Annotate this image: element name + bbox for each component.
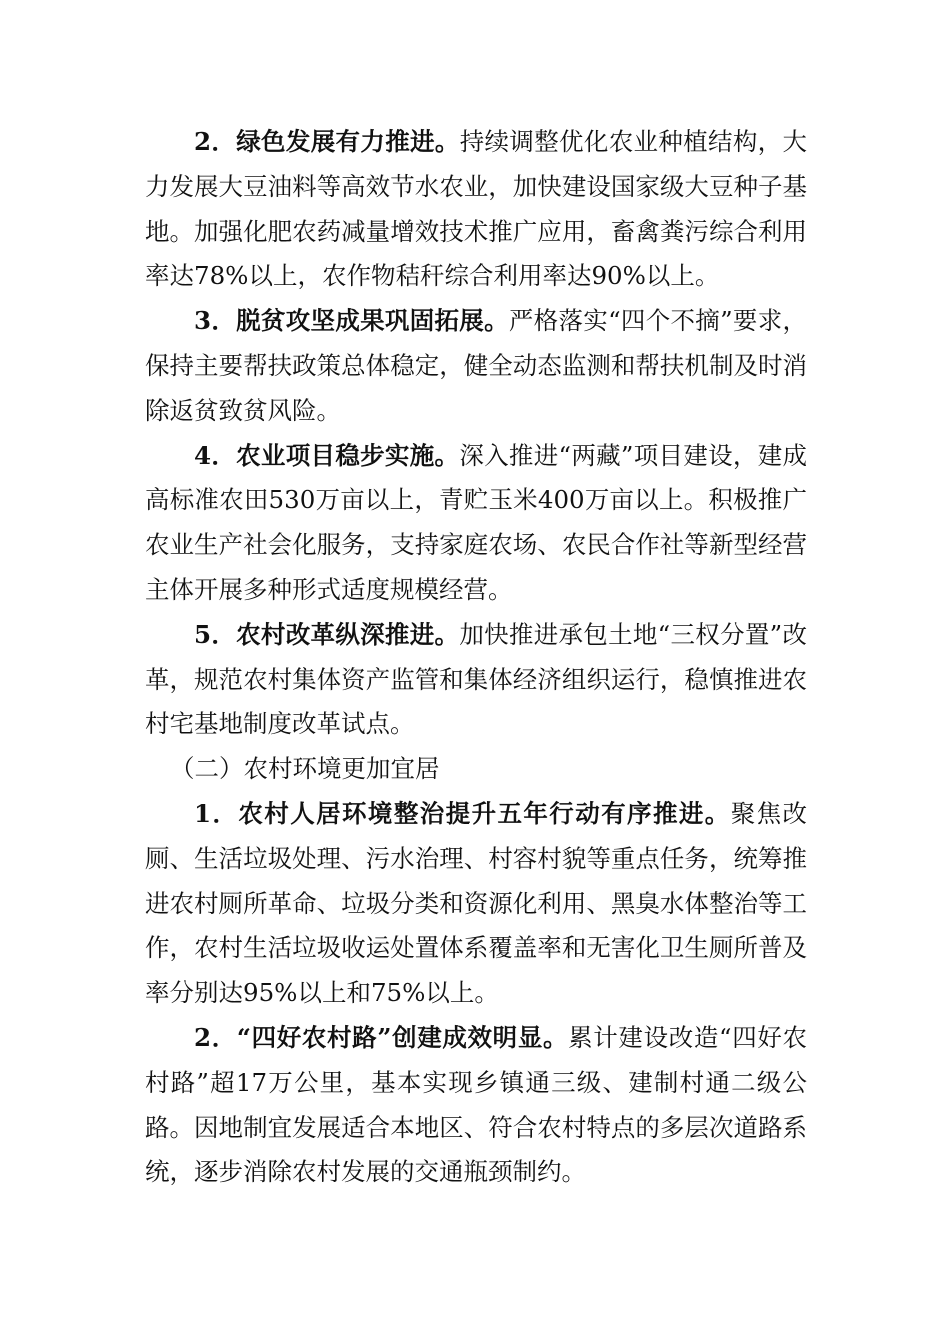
paragraph-heading: 5．农村改革纵深推进。 <box>194 619 460 649</box>
paragraph-heading: 1．农村人居环境整治提升五年行动有序推进。 <box>194 798 731 828</box>
paragraph-heading: 4．农业项目稳步实施。 <box>194 440 460 470</box>
paragraph-heading: 2．“四好农村路”创建成效明显。 <box>194 1022 569 1052</box>
paragraph-agricultural-projects <box>145 434 807 613</box>
document-page <box>145 120 807 1195</box>
paragraph-body: 累计建设改造“四好农村路”超17万公里，基本实现乡镇通三级、建制村通二级公路。因地制宜发展适合本地区、符合农村特点的多层次道路系统，逐步消除农村发展的交通瓶颈制约。 <box>145 1022 807 1187</box>
paragraph-body: 深入推进“两藏”项目建设，建成高标准农田530万亩以上，青贮玉米400万亩以上。积极推广农业生产社会化服务，支持家庭农场、农民合作社等新型经营主体开展多种形式适度规模经营。 <box>145 440 808 604</box>
paragraph-poverty-alleviation <box>145 299 807 433</box>
paragraph-body: 严格落实“四个不摘”要求，保持主要帮扶政策总体稳定，健全动态监测和帮扶机制及时消除返贫致贫风险。 <box>145 306 807 425</box>
paragraph-body: 持续调整优化农业种植结构，大力发展大豆油料等高效节水农业，加快建设国家级大豆种子基地。加强化肥农药减量增效技术推广应用，畜禽粪污综合利用率达78%以上，农作物秸秆综合利用率达90%以上。 <box>145 127 808 291</box>
paragraph-living-environment <box>145 792 807 1016</box>
paragraph-rural-reform <box>145 613 807 747</box>
paragraph-rural-roads <box>145 1016 807 1195</box>
paragraph-body: 加快推进承包土地“三权分置”改革，规范农村集体资产监管和集体经济组织运行，稳慎推进农村宅基地制度改革试点。 <box>145 619 808 739</box>
section-heading-rural-environment: （二）农村环境更加宜居 <box>170 754 440 784</box>
paragraph-heading: 2．绿色发展有力推进。 <box>194 127 460 156</box>
paragraph-body: 聚焦改厕、生活垃圾处理、污水治理、村容村貌等重点任务，统筹推进农村厕所革命、垃圾分类和资源化利用、黑臭水体整治等工作，农村生活垃圾收运处置体系覆盖率和无害化卫生厕所普及率分别达95%以上和75%以上。 <box>145 798 808 1008</box>
paragraph-heading: 3．脱贫攻坚成果巩固拓展。 <box>194 306 509 336</box>
paragraph-green-development <box>145 120 807 299</box>
